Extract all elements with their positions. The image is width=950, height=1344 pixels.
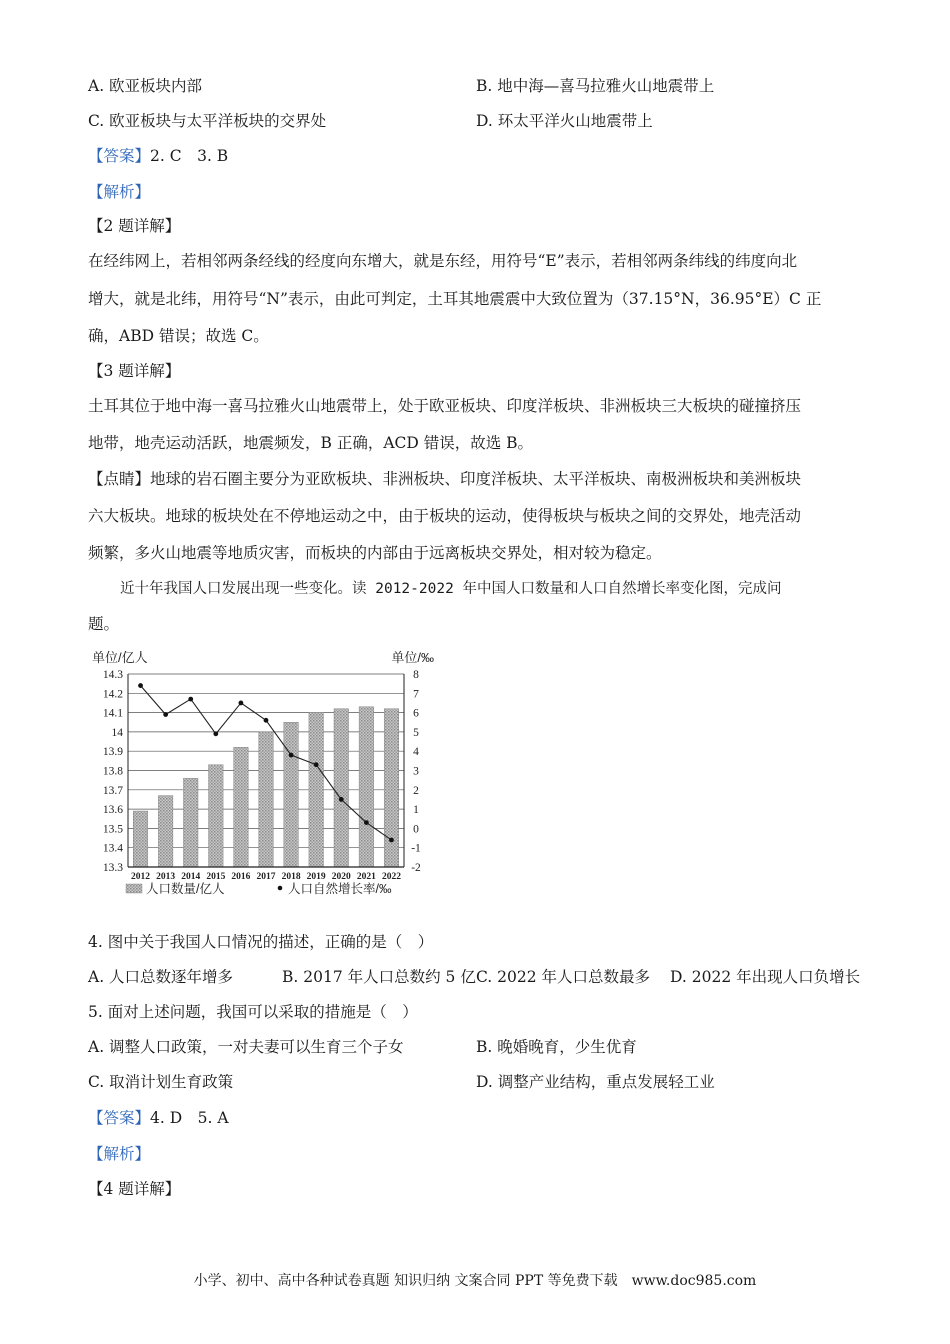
population-chart: [88, 648, 440, 898]
answer-tag: 【答案】: [88, 1109, 151, 1127]
x-tick-label: 2019: [306, 872, 326, 882]
right-tick-label: 4: [413, 746, 419, 759]
intro-line: 题。: [88, 615, 120, 633]
option-d: D. 环太平洋火山地震带上: [476, 112, 653, 130]
population-bar: [209, 765, 224, 867]
tip-tag: 【点睛】: [88, 470, 151, 488]
right-tick-label: 7: [413, 688, 419, 701]
right-tick-label: 8: [413, 669, 419, 681]
paragraph-line: 在经纬网上，若相邻两条经线的经度向东增大，就是东经，用符号“E”表示，若相邻两条纬线的纬度向北: [88, 252, 798, 270]
legend-bar-label: 人口数量/亿人: [146, 882, 225, 896]
answer-tag: 【答案】: [88, 147, 151, 165]
option-a: A. 欧亚板块内部: [88, 77, 203, 95]
left-tick-label: 14: [111, 726, 123, 739]
population-bar: [334, 709, 349, 867]
left-tick-label: 13.9: [102, 746, 123, 759]
analysis-tag: 【解析】: [88, 1145, 151, 1163]
tip-line: [88, 469, 801, 489]
detail-heading: 【4 题详解】: [88, 1180, 181, 1198]
x-tick-label: 2016: [231, 872, 251, 882]
growth-rate-point: [389, 838, 394, 843]
left-unit-label: 单位/亿人: [92, 650, 148, 665]
population-bar: [384, 709, 399, 867]
q5-option-d: D. 调整产业结构，重点发展轻工业: [476, 1073, 715, 1091]
chart-svg: [88, 648, 440, 898]
x-tick-label: 2017: [256, 872, 276, 882]
population-bar: [158, 796, 173, 867]
q5-option-a: A. 调整人口政策，一对夫妻可以生育三个子女: [88, 1038, 404, 1056]
paragraph-line: 地带，地壳运动活跃，地震频发，B 正确，ACD 错误，故选 B。: [88, 434, 534, 452]
answer-text: 2. C 3. B: [150, 147, 229, 165]
right-tick-label: -2: [411, 862, 421, 874]
paragraph-line: 增大，就是北纬，用符号“N”表示，由此可判定，土耳其地震震中大致位置为（37.15°N，36.95°E）C 正: [88, 290, 822, 308]
right-tick-label: 1: [413, 804, 419, 817]
option-b: B. 地中海—喜马拉雅火山地震带上: [476, 77, 715, 95]
q4-option-a: A. 人口总数逐年增多: [88, 968, 234, 986]
growth-rate-point: [239, 701, 244, 706]
answer-line: [88, 1108, 229, 1128]
question-stem: 4. 图中关于我国人口情况的描述，正确的是（ ）: [88, 933, 434, 951]
population-bar: [183, 778, 198, 867]
population-bar: [359, 707, 374, 867]
left-tick-label: 13.5: [102, 823, 123, 836]
left-tick-label: 13.3: [102, 862, 123, 874]
growth-rate-point: [264, 718, 269, 723]
x-tick-label: 2014: [181, 872, 201, 882]
page-footer: 小学、初中、高中各种试卷真题 知识归纳 文案合同 PPT 等免费下载 www.doc985.com: [193, 1273, 757, 1289]
paragraph-line: 确，ABD 错误；故选 C。: [88, 327, 269, 345]
right-tick-label: -1: [411, 842, 421, 855]
right-tick-label: 5: [413, 726, 419, 739]
growth-rate-point: [213, 731, 218, 736]
growth-rate-point: [339, 797, 344, 802]
intro-line: 近十年我国人口发展出现一些变化。读 2012-2022 年中国人口数量和人口自然增长率变化图，完成问: [120, 581, 782, 597]
detail-heading: 【3 题详解】: [88, 362, 181, 380]
q4-option-c: C. 2022 年人口总数最多: [476, 968, 651, 986]
left-tick-label: 14.1: [102, 707, 123, 720]
growth-rate-point: [188, 697, 193, 702]
left-tick-label: 14.2: [102, 688, 123, 701]
population-bar: [259, 732, 274, 867]
legend-line-label: 人口自然增长率/‰: [288, 882, 392, 896]
question-stem: 5. 面对上述问题，我国可以采取的措施是（ ）: [88, 1003, 418, 1021]
population-bar: [309, 713, 324, 867]
left-tick-label: 13.4: [102, 842, 123, 855]
x-tick-label: 2021: [356, 872, 376, 882]
right-tick-label: 2: [413, 784, 419, 797]
option-c: C. 欧亚板块与太平洋板块的交界处: [88, 112, 327, 130]
population-bar: [234, 747, 249, 867]
q5-option-c: C. 取消计划生育政策: [88, 1073, 234, 1091]
paragraph-line: 频繁，多火山地震等地质灾害，而板块的内部由于远离板块交界处，相对较为稳定。: [88, 544, 662, 562]
right-unit-label: 单位/‰: [391, 650, 434, 665]
population-bar: [133, 811, 148, 867]
left-tick-label: 14.3: [102, 669, 123, 681]
growth-rate-point: [314, 762, 319, 767]
paragraph-line: 土耳其位于地中海一喜马拉雅火山地震带上，处于欧亚板块、印度洋板块、非洲板块三大板块的碰撞挤压: [88, 397, 802, 415]
analysis-tag: 【解析】: [88, 183, 151, 201]
x-tick-label: 2020: [331, 872, 351, 882]
q4-option-b: B. 2017 年人口总数约 5 亿: [282, 968, 476, 986]
x-tick-label: 2013: [156, 872, 176, 882]
left-tick-label: 13.7: [102, 784, 123, 797]
growth-rate-point: [138, 683, 143, 688]
left-tick-label: 13.6: [102, 804, 123, 817]
x-tick-label: 2018: [281, 872, 301, 882]
q5-option-b: B. 晚婚晚育，少生优育: [476, 1038, 637, 1056]
left-tick-label: 13.8: [102, 765, 123, 778]
right-tick-label: 0: [413, 823, 419, 836]
answer-text: 4. D 5. A: [150, 1109, 229, 1127]
growth-rate-point: [289, 753, 294, 758]
population-bar: [284, 722, 299, 867]
right-tick-label: 6: [413, 707, 419, 720]
x-tick-label: 2012: [131, 872, 151, 882]
tip-text: 地球的岩石圈主要分为亚欧板块、非洲板块、印度洋板块、太平洋板块、南极洲板块和美洲板块: [150, 470, 802, 488]
legend-bar-swatch: [126, 884, 142, 893]
paragraph-line: 六大板块。地球的板块处在不停地运动之中，由于板块的运动，使得板块与板块之间的交界处，地壳活动: [88, 507, 802, 525]
x-tick-label: 2022: [381, 872, 401, 882]
legend-line-marker: [278, 886, 283, 891]
x-tick-label: 2015: [206, 872, 226, 882]
right-tick-label: 3: [413, 765, 419, 778]
q4-option-d: D. 2022 年出现人口负增长: [670, 968, 861, 986]
detail-heading: 【2 题详解】: [88, 217, 181, 235]
answer-line: [88, 146, 228, 166]
growth-rate-point: [163, 712, 168, 717]
growth-rate-point: [364, 820, 369, 825]
